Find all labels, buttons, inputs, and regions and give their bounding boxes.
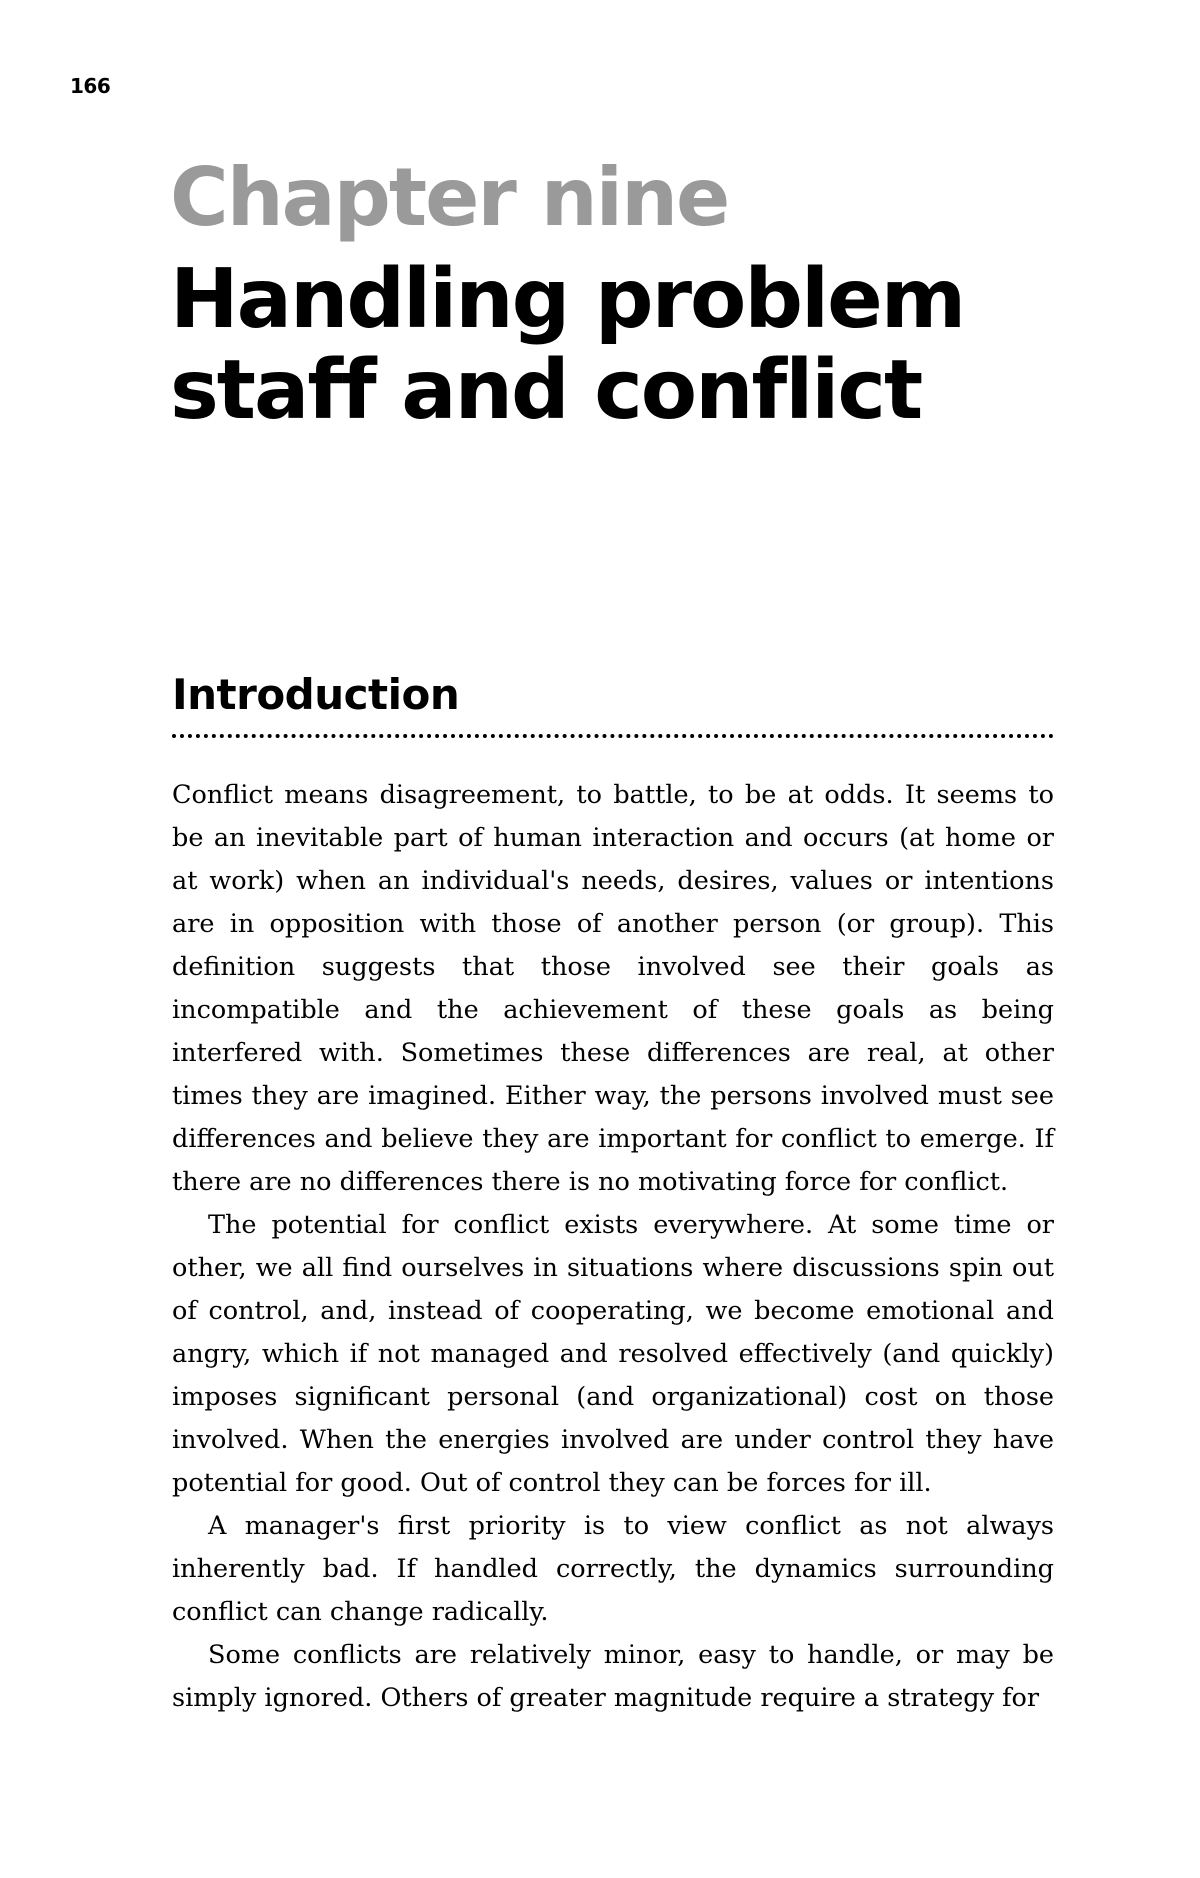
- chapter-title: [170, 254, 1130, 436]
- chapter-label: Chapter nine: [170, 151, 729, 244]
- paragraph: A manager's first priority is to view conflict as not always inherently bad. If handled correctly, the dynamics surrounding conflict can change radically.: [172, 1511, 1054, 1627]
- chapter-title-line: staff and conflict: [170, 343, 922, 438]
- body-text: [172, 774, 1054, 1720]
- paragraph: Some conflicts are relatively minor, easy to handle, or may be simply ignored. Others of greater magnitude require a strategy for: [172, 1640, 1054, 1713]
- paragraph: Conflict means disagreement, to battle, to be at odds. It seems to be an inevitable part of human interaction and occurs (at home or at work) when an individual's needs, desires, values or intentions are in opposition with those of another person (or group). This definition suggests that those involved see their goals as incompatible and the achievement of these goals as being interfered with. Sometimes these differences are real, at other times they are imagined. Either way, the persons involved must see differences and believe they are important for conflict to emerge. If there are no differences there is no motivating force for conflict.: [172, 780, 1054, 1197]
- section-heading: Introduction: [172, 670, 460, 719]
- page-number: 166: [70, 74, 111, 98]
- chapter-title-line: Handling problem: [170, 252, 965, 347]
- paragraph: The potential for conflict exists everywhere. At some time or other, we all find ourselves in situations where discussions spin out of control, and, instead of cooperating, we become emotional and angry, which if not managed and resolved effectively (and quickly) imposes significant personal (and organizational) cost on those involved. When the energies involved are under control they have potential for good. Out of control they can be forces for ill.: [172, 1210, 1054, 1498]
- dotted-divider: [172, 734, 1054, 738]
